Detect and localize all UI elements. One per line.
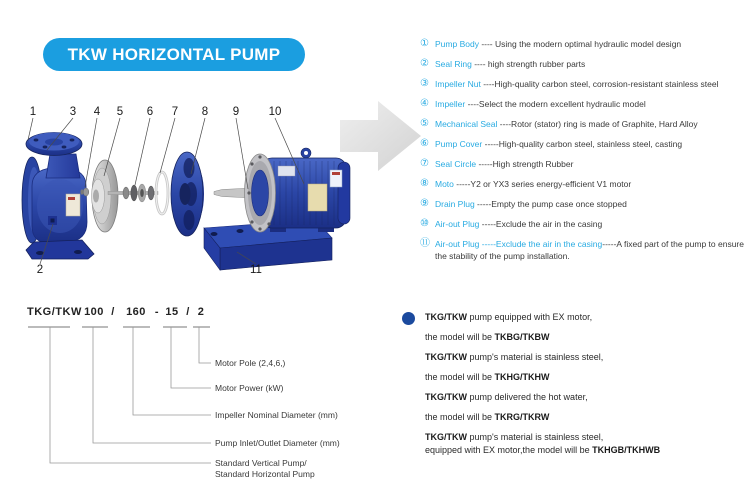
variant-text: equipped with EX motor,the model will be (425, 445, 593, 455)
variant-model: TKBG/TKBW (494, 332, 550, 342)
variant-text: pump's material is stainless steel, (467, 352, 604, 362)
callout-lines (50, 327, 211, 463)
part-number-6: 6 (146, 106, 154, 118)
parts-list-item-7 (420, 158, 754, 170)
variant-text: pump delivered the hot water, (467, 392, 588, 402)
title-banner (43, 38, 305, 71)
part-number-4: 4 (93, 106, 101, 118)
part-name: Pump Body (435, 39, 479, 49)
bullet-dot-icon (402, 312, 415, 325)
variants-section (425, 311, 755, 457)
part-name: Seal Circle (435, 159, 477, 169)
part-desc: -----High strength Rubber (476, 159, 574, 169)
part-name: Impeller Nut (435, 79, 481, 89)
parts-list-item-8 (420, 178, 754, 190)
part-number-7: 7 (171, 106, 179, 118)
model-code-diagram (25, 297, 357, 487)
motor-nameplate (308, 184, 327, 211)
part-number-11: 11 (250, 264, 262, 276)
parts-list-item-3 (420, 78, 754, 90)
part-desc: -----Exclude the air in the casing (479, 219, 603, 229)
label-impeller-diameter: Impeller Nominal Diameter (mm) (215, 410, 338, 420)
parts-list-item-6 (420, 138, 754, 150)
circled-number-icon: ⑩ (420, 218, 429, 229)
pump-cover (171, 152, 204, 236)
part-name: Moto (435, 179, 454, 189)
variant-ex-motor (425, 311, 755, 343)
model-d1: 100 (84, 306, 104, 318)
part-name: Pump Cover (435, 139, 483, 149)
part-number-2: 2 (36, 264, 44, 276)
circled-number-icon: ② (420, 58, 429, 69)
model-d2: 160 (126, 306, 146, 318)
motor (214, 148, 350, 232)
model-d3: 15 (165, 306, 179, 318)
page-title: TKW HORIZONTAL PUMP (67, 44, 281, 64)
parts-list-item-1 (420, 38, 754, 50)
model-d4: 2 (197, 306, 205, 318)
circled-number-icon: ⑥ (420, 138, 429, 149)
parts-list (420, 38, 754, 270)
parts-list-item-9 (420, 198, 754, 210)
right-arrow-icon (340, 101, 421, 171)
part-name: Mechanical Seal (435, 119, 498, 129)
circled-number-icon: ⑪ (420, 238, 430, 249)
parts-list-item-2 (420, 58, 754, 70)
part-desc: ---- Using the modern optimal hydraulic model design (478, 39, 682, 49)
variant-lead: TKG/TKW (425, 312, 467, 322)
part-number-8: 8 (201, 106, 209, 118)
circled-number-icon: ③ (420, 78, 429, 89)
part-desc: -----Y2 or YX3 series energy-efficient V1 motor (453, 179, 632, 189)
variant-lead: TKG/TKW (425, 432, 467, 442)
parts-list-item-4 (420, 98, 754, 110)
part-desc: -----High-quality carbon steel, stainless steel, casting (482, 139, 683, 149)
part-name: Seal Ring (435, 59, 472, 69)
variant-stainless-ex (425, 431, 755, 456)
part-desc: ----Rotor (stator) ring is made of Graphite, Hard Alloy (497, 119, 698, 129)
part-number-5: 5 (116, 106, 124, 118)
part-desc: ----Select the modern excellent hydraulic model (465, 99, 646, 109)
variant-model: TKHGB/TKHWB (592, 445, 661, 455)
label-motor-pole: Motor Pole (2,4,6,) (215, 358, 286, 368)
parts-list-item-11 (420, 238, 754, 262)
part-desc: -----A fixed part of the pump to ensure the stability of the pump installation. (435, 239, 744, 261)
label-motor-power: Motor Power (kW) (215, 383, 284, 393)
model-sep1: / (111, 306, 115, 318)
pump-body (22, 133, 94, 260)
variant-model: TKRG/TKRW (494, 412, 550, 422)
part-number-3: 3 (69, 106, 77, 118)
variant-stainless (425, 351, 755, 383)
label-standard-horizontal: Standard Horizontal Pump (215, 469, 315, 479)
variant-text: the model will be (425, 412, 495, 422)
variant-text: the model will be (425, 372, 495, 382)
variant-lead: TKG/TKW (425, 352, 467, 362)
circled-number-icon: ① (420, 38, 429, 49)
parts-list-item-5 (420, 118, 754, 130)
part-number-10: 10 (268, 106, 282, 118)
variant-lead: TKG/TKW (425, 392, 467, 402)
part-desc: ----High-quality carbon steel, corrosion-resistant stainless steel (480, 79, 719, 89)
part-name: Impeller (435, 99, 466, 109)
variant-model: TKHG/TKHW (494, 372, 550, 382)
part-number-1: 1 (29, 106, 37, 118)
label-standard-vertical: Standard Vertical Pump/ (215, 458, 307, 468)
part-desc: -----Empty the pump case once stopped (474, 199, 627, 209)
variant-text: pump equipped with EX motor, (467, 312, 593, 322)
circled-number-icon: ⑨ (420, 198, 429, 209)
variant-hot-water (425, 391, 755, 423)
circled-number-icon: ⑦ (420, 158, 429, 169)
model-sep3: / (186, 306, 190, 318)
circled-number-icon: ⑤ (420, 118, 429, 129)
variant-text: pump's material is stainless steel, (467, 432, 604, 442)
model-series: TKG/TKW (27, 306, 82, 318)
part-name: Drain Plug (435, 199, 475, 209)
model-sep2: - (154, 306, 160, 318)
part-desc: ---- high strength rubber parts (471, 59, 586, 69)
variant-text: the model will be (425, 332, 495, 342)
label-inlet-outlet: Pump Inlet/Outlet Diameter (mm) (215, 438, 340, 448)
part-number-9: 9 (232, 106, 240, 118)
parts-list-item-10 (420, 218, 754, 230)
circled-number-icon: ④ (420, 98, 429, 109)
part-name: Air-out Plug -----Exclude the air in the casing (435, 239, 603, 249)
part-name: Air-out Plug (435, 219, 480, 229)
circled-number-icon: ⑧ (420, 178, 429, 189)
pump-exploded-diagram (8, 96, 428, 296)
impeller (92, 160, 119, 232)
